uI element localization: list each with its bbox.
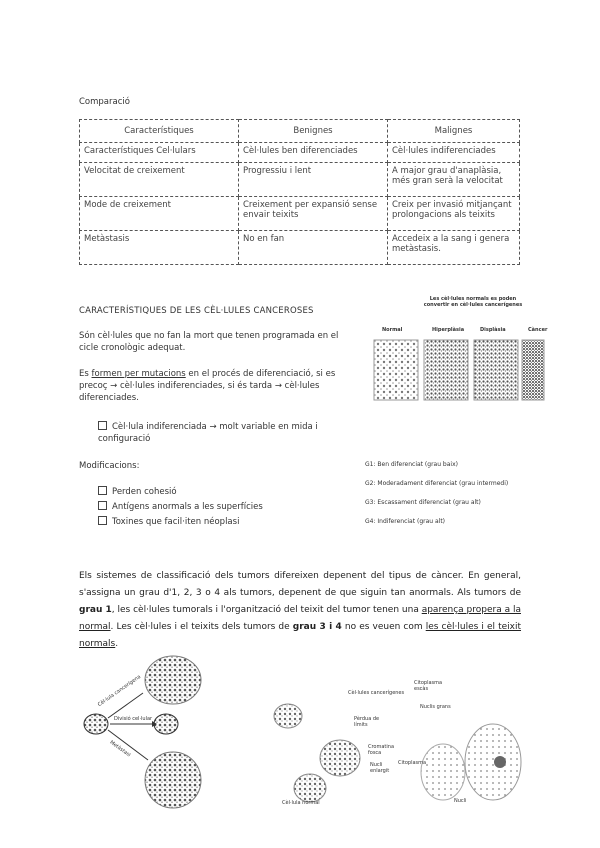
figure-label: Cromatina fosca: [368, 744, 395, 756]
grade-item: G3: Escassament diferenciat (grau alt): [365, 499, 481, 506]
table-cell: Cèl·lules ben diferenciades: [239, 143, 388, 163]
modifications-title: Modificacions:: [79, 461, 140, 471]
header-cell: Característiques: [80, 120, 239, 143]
paragraph-text: , les cèl·lules tumorals i l'organització del teixit del tumor tenen una: [111, 605, 422, 615]
comparison-table: [79, 119, 520, 265]
grade-item: G1: Ben diferenciat (grau baix): [365, 461, 458, 468]
table-cell: Cèl·lules indiferenciades: [388, 143, 520, 163]
metastasis-figure: [78, 648, 203, 818]
grade-item: G4: Indiferenciat (grau alt): [365, 518, 446, 525]
figure-label: Cèl·lules cancerígenes: [348, 690, 405, 696]
grade-item: G2: Moderadament diferenciat (grau intermedi): [365, 480, 509, 487]
checkbox-icon[interactable]: [98, 421, 107, 430]
figure-label-hyperplasia: Hiperplàsia: [432, 327, 465, 333]
comparison-title: Comparació: [79, 97, 130, 107]
paragraph-text: Els sistemes de classificació dels tumors difereixen depenent del tipus de càncer. En general, s'assigna un grau d'1, 2, 3 o 4 als tumors, depenent de que siguin tan anormals. Als tumors de: [79, 571, 521, 598]
header-cell: Malignes: [388, 120, 520, 143]
figure-label: Divisió cel·lular: [114, 716, 153, 722]
table-row: [80, 197, 520, 231]
table-cell: Creixement per expansió sense envair teixits: [239, 197, 388, 231]
figure-label: Cèl·lula cancerígena: [96, 673, 143, 709]
mutations-link: formen per mutacions: [91, 369, 186, 379]
cell-comparison-figure: [268, 672, 523, 812]
checklist-label: Perden cohesió: [112, 487, 177, 497]
checklist-label: Cèl·lula indiferenciada → molt variable en mida i configuració: [98, 422, 318, 444]
header-cell: Benignes: [239, 120, 388, 143]
figure-label-normal: Normal: [382, 327, 403, 333]
paragraph-text: . Les cèl·lules i el teixits dels tumors de: [110, 622, 293, 632]
figure-label: Cèl·lula normal: [282, 800, 320, 806]
table-row: [80, 163, 520, 197]
grade-emphasis: grau 3 i 4: [292, 622, 342, 632]
section-title: CARACTERÍSTIQUES DE LES CÈL·LULES CANCEROSES: [79, 306, 314, 316]
checklist-label: Toxines que facil·iten néoplasi: [112, 517, 240, 527]
normal-cells-link: les cèl·lules i el teixit normals: [79, 622, 522, 649]
metastasis-illustration: [78, 648, 203, 818]
checklist-item: [98, 516, 239, 528]
table-cell: No en fan: [239, 231, 388, 265]
figure-label-dysplasia: Displàsia: [480, 327, 506, 333]
checklist-item: [98, 501, 263, 513]
grading-paragraph: [79, 568, 521, 653]
grade-emphasis: grau 1: [79, 605, 112, 615]
figure-caption: Les cèl·lules normals es poden convertir en cèl·lules cancerígenes: [423, 296, 523, 308]
table-row: [80, 231, 520, 265]
checklist-item: [98, 421, 338, 445]
figure-label: Pèrdua de límits: [354, 716, 380, 728]
figure-label: Citoplasma escàs: [414, 680, 443, 692]
paragraph-text: .: [115, 639, 119, 649]
table-header-row: [80, 120, 520, 143]
figure-label-cancer: Càncer: [528, 327, 548, 333]
figure-label: Metàstasi: [108, 739, 132, 759]
cell-progression-figure: [370, 296, 548, 406]
normal-appearance-link: aparença propera a la normal: [79, 605, 521, 632]
table-cell: Metàstasis: [80, 231, 239, 265]
table-cell: A major grau d'anaplàsia, més gran serà la velocitat: [388, 163, 520, 197]
figure-label: Nucli enlargit: [370, 762, 390, 774]
figure-label: Nuclis grans: [420, 704, 451, 710]
paragraph-text: en el procés de diferenciació, si es precoç → cèl·lules indiferenciades, si és tarda → cèl·lules diferenciades.: [79, 369, 336, 403]
checkbox-icon[interactable]: [98, 516, 107, 525]
paragraph: Són cèl·lules que no fan la mort que tenen programada en el cicle cronològic adequat.: [79, 331, 339, 353]
checkbox-icon[interactable]: [98, 486, 107, 495]
tissue-panels-illustration: [370, 336, 545, 406]
checklist-label: Antígens anormals a les superfícies: [112, 502, 263, 512]
table-cell: Característiques Cel·lulars: [80, 143, 239, 163]
checkbox-icon[interactable]: [98, 501, 107, 510]
paragraph: [79, 368, 354, 404]
paragraph-text: Es: [79, 369, 92, 379]
table-row: [80, 143, 520, 163]
figure-label: Citoplasma: [398, 760, 427, 766]
figure-label: Nucli: [454, 798, 467, 804]
table-cell: Velocitat de creixement: [80, 163, 239, 197]
paragraph-text: no es veuen com: [341, 622, 426, 632]
table-cell: Accedeix a la sang i genera metàstasis.: [388, 231, 520, 265]
table-cell: Progressiu i lent: [239, 163, 388, 197]
table-cell: Mode de creixement: [80, 197, 239, 231]
checklist-item: [98, 486, 177, 498]
table-cell: Creix per invasió mitjançant prolongacions als teixits: [388, 197, 520, 231]
